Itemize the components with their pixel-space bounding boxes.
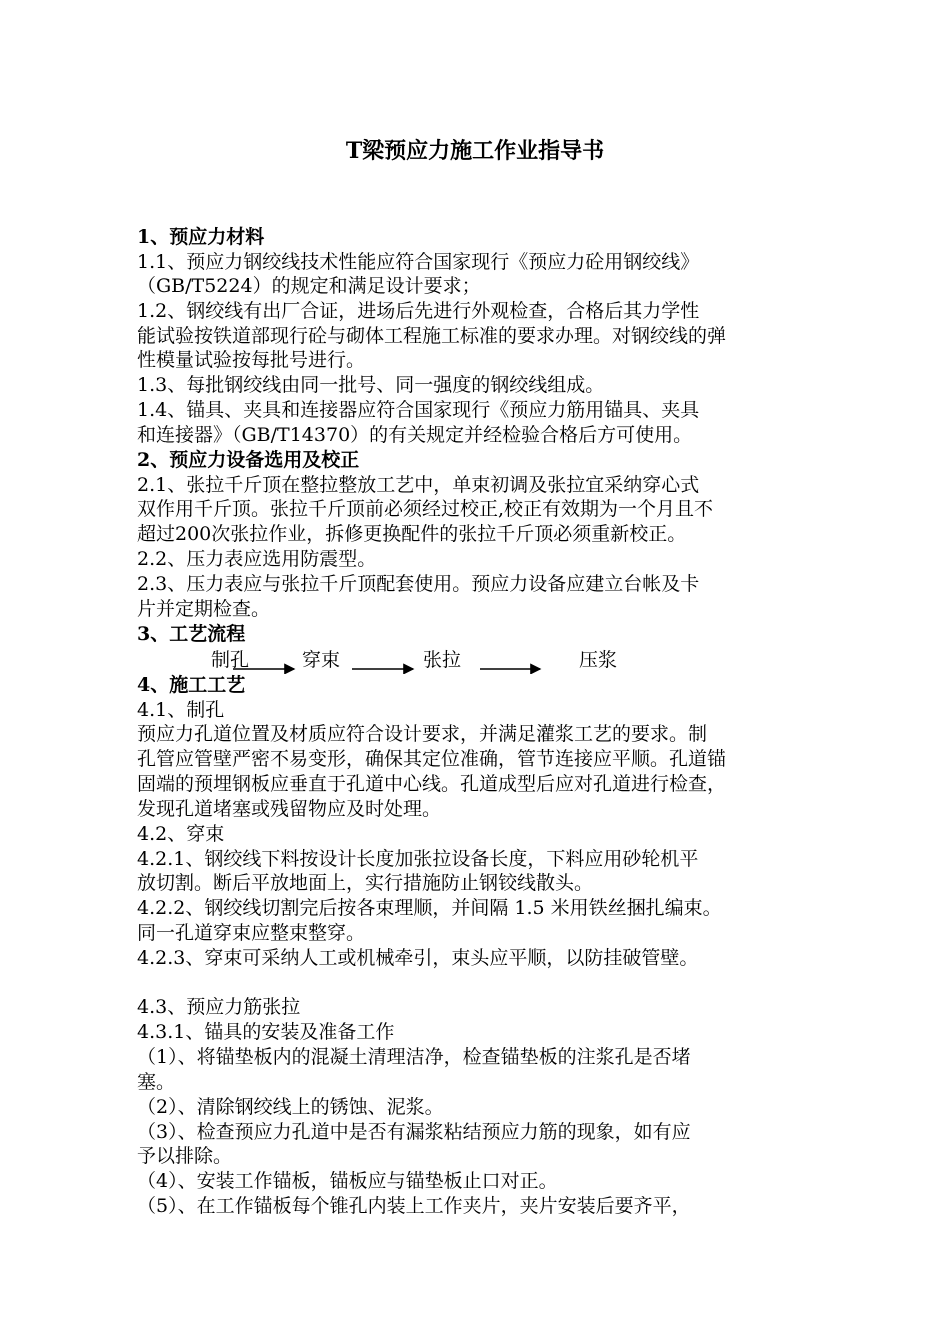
paragraph-line: 同一孔道穿束应整束整穿。 xyxy=(137,922,366,944)
paragraph-line: （1）、将锚垫板内的混凝土清理洁净，检查锚垫板的注浆孔是否堵 xyxy=(137,1046,691,1068)
paragraph-line: 2.2、压力表应选用防震型。 xyxy=(137,548,377,570)
paragraph-line: 放切割。断后平放地面上，实行措施防止钢铰线散头。 xyxy=(137,872,594,894)
paragraph-line: 4.3.1、锚具的安装及准备工作 xyxy=(137,1021,395,1043)
paragraph-line: （3）、检查预应力孔道中是否有漏浆粘结预应力筋的现象，如有应 xyxy=(137,1121,691,1143)
section-heading: 3、工艺流程 xyxy=(137,623,246,645)
paragraph-line: （4）、安装工作锚板，锚板应与锚垫板止口对正。 xyxy=(137,1170,558,1192)
paragraph-line: （5）、在工作锚板每个锥孔内装上工作夹片，夹片安装后要齐平， xyxy=(137,1195,691,1217)
flow-step-tension: 张拉 xyxy=(423,649,462,671)
paragraph-line: 4.1、制孔 xyxy=(137,699,225,721)
paragraph-line: 4.3、预应力筋张拉 xyxy=(137,996,301,1018)
paragraph-line: 1.1、预应力钢绞线技术性能应符合国家现行《预应力砼用钢绞线》 xyxy=(137,251,700,273)
paragraph-line: 预应力孔道位置及材质应符合设计要求，并满足灌浆工艺的要求。制 xyxy=(137,723,708,745)
paragraph-line: 发现孔道堵塞或残留物应及时处理。 xyxy=(137,798,442,820)
flow-step-thread: 穿束 xyxy=(302,649,341,671)
document-title: T梁预应力施工作业指导书 xyxy=(345,138,605,164)
paragraph-line: 4.2.3、穿束可采纳人工或机械牵引，束头应平顺，以防挂破管壁。 xyxy=(137,947,699,969)
flow-step-grout: 压浆 xyxy=(579,649,618,671)
paragraph-line: （2）、清除钢绞线上的锈蚀、泥浆。 xyxy=(137,1096,444,1118)
paragraph-line: 1.2、钢绞线有出厂合证，进场后先进行外观检查，合格后其力学性 xyxy=(137,300,700,322)
paragraph-line: 和连接器》（GB/T14370）的有关规定并经检验合格后方可使用。 xyxy=(137,424,693,446)
paragraph-line: 4.2.1、钢绞线下料按设计长度加张拉设备长度，下料应用砂轮机平 xyxy=(137,848,699,870)
section-heading: 4、施工工艺 xyxy=(137,674,246,696)
flow-step-drill: 制孔 xyxy=(211,649,250,671)
paragraph-line: 4.2、穿束 xyxy=(137,823,225,845)
paragraph-line: 2.3、压力表应与张拉千斤顶配套使用。预应力设备应建立台帐及卡 xyxy=(137,573,700,595)
paragraph-line: 1.3、每批钢绞线由同一批号、同一强度的钢绞线组成。 xyxy=(137,374,605,396)
process-flow xyxy=(137,648,697,674)
paragraph-line: 4.2.2、钢绞线切割完后按各束理顺，并间隔 1.5 米用铁丝捆扎编束。 xyxy=(137,897,722,919)
paragraph-line: 性模量试验按每批号进行。 xyxy=(137,349,366,371)
paragraph-line: 超过200次张拉作业，拆修更换配件的张拉千斤顶必须重新校正。 xyxy=(137,523,687,545)
paragraph-line: 2.1、张拉千斤顶在整拉整放工艺中，单束初调及张拉宜采纳穿心式 xyxy=(137,474,700,496)
paragraph-line: 能试验按铁道部现行砼与砌体工程施工标准的要求办理。对钢绞线的弹 xyxy=(137,325,727,347)
paragraph-line: 1.4、锚具、夹具和连接器应符合国家现行《预应力筋用锚具、夹具 xyxy=(137,399,700,421)
paragraph-line: （GB/T5224）的规定和满足设计要求； xyxy=(137,275,481,297)
paragraph-line: 孔管应管壁严密不易变形，确保其定位准确，管节连接应平顺。孔道锚 xyxy=(137,748,727,770)
section-heading: 2、预应力设备选用及校正 xyxy=(137,449,360,471)
section-heading: 1、预应力材料 xyxy=(137,226,265,248)
paragraph-line: 塞。 xyxy=(137,1071,176,1093)
paragraph-line: 片并定期检查。 xyxy=(137,598,271,620)
paragraph-line: 予以排除。 xyxy=(137,1145,233,1167)
paragraph-line: 双作用千斤顶。张拉千斤顶前必须经过校正,校正有效期为一个月且不 xyxy=(137,498,714,520)
paragraph-line: 固端的预埋钢板应垂直于孔道中心线。孔道成型后应对孔道进行检查， xyxy=(137,773,727,795)
